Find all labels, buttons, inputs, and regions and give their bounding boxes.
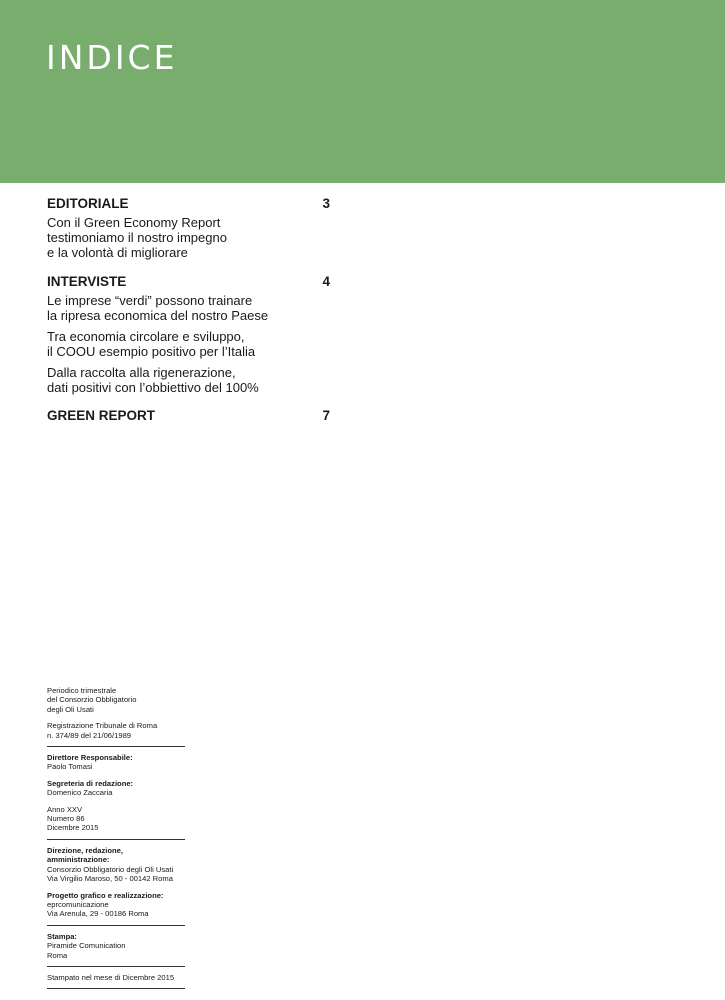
toc-page-number: 7 xyxy=(322,408,330,423)
divider xyxy=(47,988,185,989)
toc-section-title: GREEN REPORT xyxy=(47,408,156,423)
colophon-stampa-label: Stampa: xyxy=(47,931,77,941)
colophon-registrazione: Registrazione Tribunale di Roma n. 374/89 del 21/06/1989 xyxy=(47,721,158,740)
toc-section-header xyxy=(47,195,330,212)
divider xyxy=(47,966,185,967)
divider xyxy=(47,925,185,926)
colophon-numero: Anno XXV Numero 86 Dicembre 2015 xyxy=(47,804,99,833)
toc-page-number: 4 xyxy=(322,274,330,289)
toc-page-number: 3 xyxy=(322,196,330,211)
toc-entry[interactable]: Con il Green Economy Report testimoniamo il nostro impegno e la volontà di migliorare xyxy=(47,215,227,260)
colophon-segreteria: Domenico Zaccaria xyxy=(47,788,113,798)
table-of-contents xyxy=(47,195,330,424)
toc-section-green-report[interactable] xyxy=(47,407,330,424)
page-title: INDICE xyxy=(46,38,178,77)
toc-entry[interactable]: Dalla raccolta alla rigenerazione, dati positivi con l’obbiettivo del 100% xyxy=(47,365,259,395)
colophon-direttore: Paolo Tomasi xyxy=(47,762,93,772)
toc-entry[interactable]: Le imprese “verdi” possono trainare la ripresa economica del nostro Paese xyxy=(47,293,269,323)
colophon-progetto-label: Progetto grafico e realizzazione: xyxy=(47,890,164,900)
colophon-direzione: Consorzio Obbligatorio degli Oli Usati Via Virgilio Maroso, 50 - 00142 Roma xyxy=(47,864,174,884)
colophon-stampa: Piramide Comunication Roma xyxy=(47,941,126,960)
divider xyxy=(47,746,185,747)
colophon-stampato: Stampato nel mese di Dicembre 2015 xyxy=(47,972,175,982)
colophon-direttore-label: Direttore Responsabile: xyxy=(47,753,133,763)
toc-section-editoriale[interactable] xyxy=(47,195,330,260)
toc-section-interviste[interactable] xyxy=(47,273,330,395)
colophon-direzione-label: Direzione, redazione, amministrazione: xyxy=(47,845,123,865)
divider xyxy=(47,839,185,840)
toc-section-title: EDITORIALE xyxy=(47,196,129,211)
header-banner xyxy=(0,0,725,183)
colophon-segreteria-label: Segreteria di redazione: xyxy=(47,778,134,788)
toc-section-header xyxy=(47,273,330,290)
colophon-progetto: eprcomunicazione Via Arenula, 29 - 00186 Roma xyxy=(47,899,149,919)
toc-section-title: INTERVISTE xyxy=(47,274,127,289)
toc-section-header xyxy=(47,407,330,424)
colophon xyxy=(47,686,185,995)
toc-entry[interactable]: Tra economia circolare e sviluppo, il COOU esempio positivo per l’Italia xyxy=(47,329,256,359)
colophon-periodico: Periodico trimestrale del Consorzio Obbligatorio degli Oli Usati xyxy=(47,686,137,714)
